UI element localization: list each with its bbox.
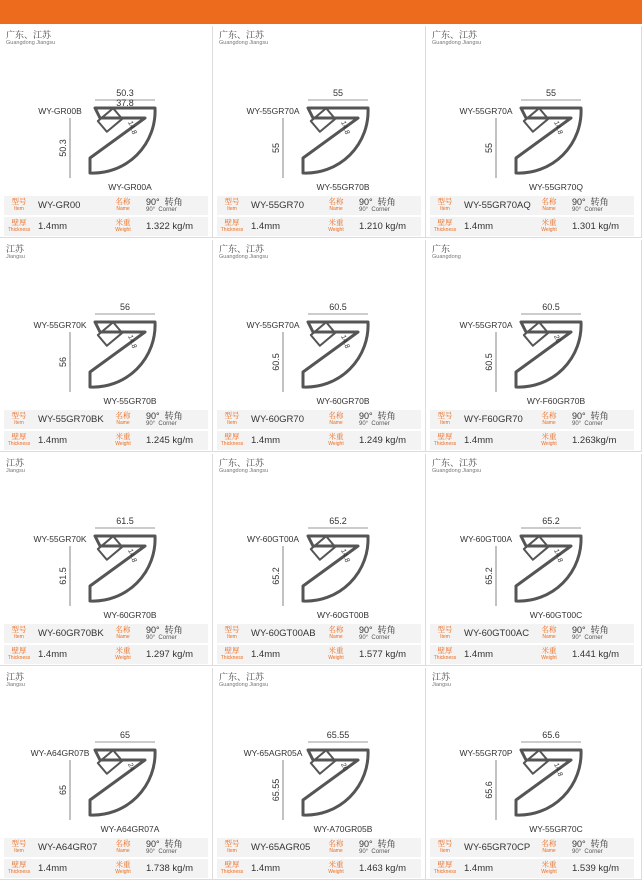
name-value: 90° 转角 90° Corner [572, 197, 609, 213]
part-label-bottom: WY-55GR70C [529, 824, 583, 834]
item-label: 型号 Item [11, 625, 27, 640]
profile-shape [303, 750, 368, 815]
part-label-bottom: WY-GR00A [108, 182, 152, 192]
item-label: 型号 Item [437, 197, 453, 212]
dim-width-outer: 65.2 [542, 516, 560, 526]
part-label-bottom: WY-60GR70B [103, 610, 157, 620]
product-card-wy-65agr05 [213, 668, 426, 880]
profile-drawing [213, 690, 425, 840]
thickness-label: 壁厚 Thickness [220, 860, 244, 875]
profile-shape [90, 536, 155, 601]
weight-label: 米重 Weight [541, 860, 557, 875]
spec-row-thickness [217, 431, 421, 450]
spec-row-item [430, 624, 634, 643]
part-label-top: WY-A64GR07B [30, 748, 90, 758]
item-label: 型号 Item [11, 839, 27, 854]
dim-height: 65.2 [484, 567, 494, 585]
profile-drawing [426, 48, 638, 198]
spec-row-thickness [217, 859, 421, 878]
spec-table [4, 624, 208, 664]
region-label [6, 244, 25, 261]
item-label: 型号 Item [437, 411, 453, 426]
region-zh: 江苏 [432, 672, 451, 682]
profile-shape [516, 108, 581, 173]
product-card-wy-60gt00ab [213, 454, 426, 666]
weight-label: 米重 Weight [328, 218, 344, 233]
region-zh: 江苏 [6, 672, 25, 682]
product-card-wy-55gr70aq [426, 26, 642, 238]
header-bar [0, 0, 642, 24]
weight-value: 1.263kg/m [572, 435, 617, 446]
spec-row-thickness [217, 217, 421, 236]
product-card-wy-60gt00ac [426, 454, 642, 666]
part-label-top: WY-55GR70K [33, 320, 87, 330]
name-value: 90° 转角 90° Corner [572, 839, 609, 855]
weight-label: 米重 Weight [115, 218, 131, 233]
dim-height: 50.3 [58, 139, 68, 157]
weight-value: 1.297 kg/m [146, 649, 193, 660]
thickness-label: 壁厚 Thickness [220, 646, 244, 661]
region-zh: 广东、江苏 [219, 458, 265, 468]
weight-value: 1.210 kg/m [359, 221, 406, 232]
name-value: 90° 转角 90° Corner [572, 625, 609, 641]
dim-small: 14.8 [552, 762, 564, 778]
name-label: 名称 Name [541, 625, 557, 640]
weight-label: 米重 Weight [541, 432, 557, 447]
spec-row-item [4, 410, 208, 429]
item-value: WY-60GR70 [251, 414, 304, 425]
product-card-wy-60gr70 [213, 240, 426, 452]
spec-row-thickness [430, 859, 634, 878]
profile-drawing [426, 262, 638, 412]
region-label [432, 30, 481, 47]
dim-height: 56 [58, 356, 68, 368]
profile-drawing [426, 690, 638, 840]
region-zh: 江苏 [6, 244, 25, 254]
part-label-bottom: WY-A64GR07A [100, 824, 160, 834]
item-value: WY-GR00 [38, 200, 81, 211]
spec-table [217, 196, 421, 236]
region-en: Guangdong Jiangsu [432, 40, 482, 46]
item-value: WY-60GR70BK [38, 628, 104, 639]
weight-label: 米重 Weight [328, 432, 344, 447]
profile-shape [516, 750, 581, 815]
name-value: 90° 转角 90° Corner [146, 197, 183, 213]
name-label: 名称 Name [115, 625, 131, 640]
dim-width-outer: 65.6 [542, 730, 560, 740]
dim-height: 65.2 [271, 567, 281, 585]
weight-value: 1.249 kg/m [359, 435, 406, 446]
region-en: Guangdong Jiangsu [6, 40, 56, 46]
weight-value: 1.463 kg/m [359, 863, 406, 874]
part-label-top: WY-55GR70A [459, 106, 513, 116]
thickness-label: 壁厚 Thickness [433, 646, 457, 661]
region-label [219, 244, 268, 261]
region-en: Guangdong Jiangsu [432, 468, 482, 474]
dim-width-outer: 65.55 [326, 730, 350, 740]
thickness-value: 1.4mm [464, 649, 494, 660]
item-value: WY-55GR70BK [38, 414, 104, 425]
dim-width-outer: 60.5 [329, 302, 347, 312]
dim-height: 60.5 [271, 353, 281, 371]
dim-width-outer: 50.3 [116, 88, 134, 98]
name-value: 90° 转角 90° Corner [146, 839, 183, 855]
name-label: 名称 Name [115, 411, 131, 426]
spec-row-item [4, 196, 208, 215]
weight-label: 米重 Weight [115, 432, 131, 447]
dim-height: 65.6 [484, 781, 494, 799]
region-zh: 广东、江苏 [219, 672, 265, 682]
dim-width-outer: 55 [332, 88, 344, 98]
name-label: 名称 Name [328, 625, 344, 640]
weight-label: 米重 Weight [541, 646, 557, 661]
item-label: 型号 Item [11, 197, 27, 212]
product-card-wy-65gr70cp [426, 668, 642, 880]
profile-shape [90, 750, 155, 815]
dim-width-inner: 37.8 [116, 98, 134, 108]
thickness-label: 壁厚 Thickness [7, 646, 31, 661]
item-value: WY-65GR70CP [464, 842, 531, 853]
weight-label: 米重 Weight [115, 860, 131, 875]
region-label [6, 30, 55, 47]
product-card-wy-55gr70 [213, 26, 426, 238]
profile-shape [516, 536, 581, 601]
weight-value: 1.539 kg/m [572, 863, 619, 874]
weight-value: 1.322 kg/m [146, 221, 193, 232]
part-label-top: WY-55GR70K [33, 534, 87, 544]
name-value: 90° 转角 90° Corner [146, 411, 183, 427]
weight-value: 1.441 kg/m [572, 649, 619, 660]
profile-drawing [0, 262, 212, 412]
spec-table [4, 410, 208, 450]
profile-shape [303, 108, 368, 173]
part-label-top: WY-55GR70P [459, 748, 513, 758]
thickness-label: 壁厚 Thickness [433, 432, 457, 447]
product-card-wy-a64gr07 [0, 668, 213, 880]
item-value: WY-F60GR70 [464, 414, 523, 425]
name-label: 名称 Name [541, 197, 557, 212]
thickness-label: 壁厚 Thickness [220, 432, 244, 447]
region-label [6, 458, 25, 475]
item-label: 型号 Item [224, 197, 240, 212]
thickness-value: 1.4mm [38, 221, 68, 232]
weight-value: 1.577 kg/m [359, 649, 406, 660]
spec-row-thickness [430, 645, 634, 664]
thickness-label: 壁厚 Thickness [433, 218, 457, 233]
spec-row-thickness [430, 431, 634, 450]
dim-width-outer: 60.5 [542, 302, 560, 312]
region-zh: 广东、江苏 [219, 244, 265, 254]
spec-row-item [217, 838, 421, 857]
thickness-value: 1.4mm [464, 435, 494, 446]
profile-shape [90, 108, 155, 173]
region-zh: 江苏 [6, 458, 25, 468]
region-en: Guangdong Jiangsu [219, 254, 269, 260]
name-label: 名称 Name [115, 197, 131, 212]
dim-small: 14.8 [126, 334, 138, 350]
part-label-top: WY-55GR70A [246, 320, 300, 330]
part-label-top: WY-60GT00A [459, 534, 513, 544]
name-label: 名称 Name [541, 839, 557, 854]
region-label [219, 30, 268, 47]
region-en: Jiangsu [6, 682, 25, 688]
item-value: WY-65AGR05 [251, 842, 311, 853]
dim-height: 60.5 [484, 353, 494, 371]
part-label-bottom: WY-F60GR70B [526, 396, 586, 406]
spec-row-item [430, 410, 634, 429]
name-value: 90° 转角 90° Corner [359, 625, 396, 641]
spec-table [217, 624, 421, 664]
product-card-wy-gr00 [0, 26, 213, 238]
profile-drawing [0, 48, 212, 198]
region-zh: 广东、江苏 [6, 30, 52, 40]
profile-drawing [213, 476, 425, 626]
dim-small: 20 [552, 334, 562, 345]
part-label-top: WY-55GR70A [459, 320, 513, 330]
region-zh: 广东、江苏 [432, 30, 478, 40]
region-en: Guangdong Jiangsu [219, 682, 269, 688]
profile-drawing [213, 262, 425, 412]
product-card-wy-55gr70bk [0, 240, 213, 452]
name-value: 90° 转角 90° Corner [146, 625, 183, 641]
weight-label: 米重 Weight [115, 646, 131, 661]
item-value: WY-55GR70 [251, 200, 304, 211]
item-label: 型号 Item [224, 411, 240, 426]
dim-small: 14.8 [126, 548, 138, 564]
region-label [219, 458, 268, 475]
part-label-top: WY-GR00B [38, 106, 82, 116]
spec-row-item [430, 196, 634, 215]
dim-small: 14.8 [552, 548, 564, 564]
thickness-value: 1.4mm [251, 863, 281, 874]
region-zh: 广东、江苏 [219, 30, 265, 40]
thickness-value: 1.4mm [38, 649, 68, 660]
item-value: WY-A64GR07 [38, 842, 98, 853]
region-label [219, 672, 268, 689]
dimension-lines [70, 100, 155, 178]
part-label-bottom: WY-60GR70B [316, 396, 370, 406]
spec-table [430, 196, 634, 236]
part-label-bottom: WY-60GT00C [529, 610, 583, 620]
region-en: Guangdong Jiangsu [219, 40, 269, 46]
dim-width-outer: 61.5 [116, 516, 134, 526]
region-en: Guangdong Jiangsu [219, 468, 269, 474]
spec-table [4, 196, 208, 236]
profile-drawing [0, 690, 212, 840]
item-value: WY-55GR70AQ [464, 200, 531, 211]
dim-width-outer: 55 [545, 88, 557, 98]
dim-height: 55 [484, 142, 494, 154]
spec-row-item [217, 196, 421, 215]
name-label: 名称 Name [328, 839, 344, 854]
name-value: 90° 转角 90° Corner [359, 839, 396, 855]
name-value: 90° 转角 90° Corner [572, 411, 609, 427]
spec-row-item [4, 838, 208, 857]
item-label: 型号 Item [437, 839, 453, 854]
profile-shape [303, 536, 368, 601]
thickness-value: 1.4mm [464, 863, 494, 874]
dim-height: 61.5 [58, 567, 68, 585]
dim-width-outer: 56 [119, 302, 131, 312]
spec-row-item [217, 410, 421, 429]
dim-height: 65 [58, 784, 68, 796]
product-card-wy-f60gr70 [426, 240, 642, 452]
part-label-bottom: WY-55GR70Q [528, 182, 584, 192]
weight-label: 米重 Weight [328, 646, 344, 661]
weight-label: 米重 Weight [328, 860, 344, 875]
region-en: Jiangsu [6, 254, 25, 260]
dim-width-outer: 65 [119, 730, 131, 740]
spec-row-thickness [4, 217, 208, 236]
dim-width-outer: 65.2 [329, 516, 347, 526]
thickness-value: 1.4mm [464, 221, 494, 232]
item-label: 型号 Item [224, 625, 240, 640]
name-value: 90° 转角 90° Corner [359, 411, 396, 427]
weight-value: 1.301 kg/m [572, 221, 619, 232]
dim-small: 14.8 [339, 120, 351, 136]
profile-shape [303, 322, 368, 387]
thickness-value: 1.4mm [38, 863, 68, 874]
spec-row-thickness [4, 431, 208, 450]
profile-shape [516, 322, 581, 387]
spec-table [217, 410, 421, 450]
profile-drawing [426, 476, 638, 626]
spec-table [430, 838, 634, 878]
thickness-label: 壁厚 Thickness [7, 432, 31, 447]
dim-small: 20 [339, 762, 349, 773]
region-en: Guangdong [432, 254, 461, 260]
name-label: 名称 Name [115, 839, 131, 854]
region-label [6, 672, 25, 689]
name-value: 90° 转角 90° Corner [359, 197, 396, 213]
thickness-label: 壁厚 Thickness [220, 218, 244, 233]
profile-drawing [213, 48, 425, 198]
dim-small: 14.8 [339, 548, 351, 564]
thickness-label: 壁厚 Thickness [7, 218, 31, 233]
spec-table [217, 838, 421, 878]
thickness-value: 1.4mm [251, 221, 281, 232]
thickness-value: 1.4mm [38, 435, 68, 446]
region-label [432, 458, 481, 475]
part-label-top: WY-60GT00A [246, 534, 300, 544]
part-label-bottom: WY-A70GR05B [313, 824, 373, 834]
spec-row-thickness [430, 217, 634, 236]
weight-value: 1.245 kg/m [146, 435, 193, 446]
item-label: 型号 Item [11, 411, 27, 426]
name-label: 名称 Name [328, 197, 344, 212]
spec-row-item [430, 838, 634, 857]
profile-shape [90, 322, 155, 387]
name-label: 名称 Name [328, 411, 344, 426]
part-label-top: WY-55GR70A [246, 106, 300, 116]
region-zh: 广东 [432, 244, 451, 254]
spec-row-item [4, 624, 208, 643]
region-label [432, 244, 461, 261]
product-card-wy-60gr70bk [0, 454, 213, 666]
dim-small: 14.8 [126, 120, 138, 136]
region-label [432, 672, 451, 689]
dim-small: 14.8 [339, 334, 351, 350]
item-label: 型号 Item [437, 625, 453, 640]
part-label-bottom: WY-55GR70B [103, 396, 157, 406]
part-label-bottom: WY-55GR70B [316, 182, 370, 192]
item-value: WY-60GT00AB [251, 628, 316, 639]
dim-small: 14.8 [552, 120, 564, 136]
region-en: Jiangsu [432, 682, 451, 688]
thickness-value: 1.4mm [251, 435, 281, 446]
dim-small: 24 [126, 762, 136, 773]
weight-value: 1.738 kg/m [146, 863, 193, 874]
thickness-value: 1.4mm [251, 649, 281, 660]
part-label-top: WY-65AGR05A [243, 748, 303, 758]
thickness-label: 壁厚 Thickness [433, 860, 457, 875]
spec-row-thickness [4, 645, 208, 664]
spec-table [430, 410, 634, 450]
profile-drawing [0, 476, 212, 626]
spec-row-thickness [217, 645, 421, 664]
weight-label: 米重 Weight [541, 218, 557, 233]
spec-table [430, 624, 634, 664]
spec-table [4, 838, 208, 878]
part-label-bottom: WY-60GT00B [316, 610, 370, 620]
item-label: 型号 Item [224, 839, 240, 854]
item-value: WY-60GT00AC [464, 628, 530, 639]
spec-row-thickness [4, 859, 208, 878]
dim-height: 55 [271, 142, 281, 154]
spec-row-item [217, 624, 421, 643]
dim-height: 65.55 [271, 778, 281, 802]
region-zh: 广东、江苏 [432, 458, 478, 468]
thickness-label: 壁厚 Thickness [7, 860, 31, 875]
name-label: 名称 Name [541, 411, 557, 426]
region-en: Jiangsu [6, 468, 25, 474]
